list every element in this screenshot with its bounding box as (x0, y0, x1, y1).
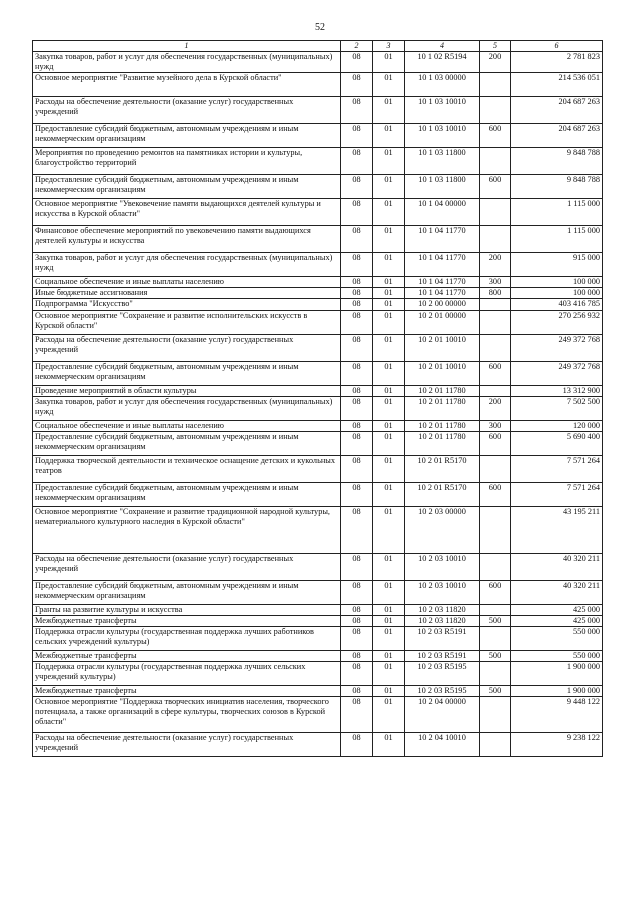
row-target-article: 10 1 03 10010 (405, 124, 480, 148)
row-amount: 204 687 263 (511, 124, 603, 148)
row-expense-type (480, 226, 511, 253)
row-expense-type (480, 626, 511, 650)
row-chapter: 08 (341, 482, 373, 506)
table-row (33, 277, 603, 288)
row-subsection: 01 (373, 733, 405, 757)
row-subsection: 01 (373, 52, 405, 73)
row-target-article: 10 2 03 11820 (405, 615, 480, 626)
row-subsection: 01 (373, 662, 405, 686)
table-row (33, 697, 603, 733)
row-expense-type (480, 506, 511, 553)
row-name: Основное мероприятие "Сохранение и развитие исполнительских искусств в Курской области" (33, 310, 341, 334)
budget-table (32, 40, 603, 757)
row-subsection: 01 (373, 97, 405, 124)
row-amount: 425 000 (511, 604, 603, 615)
row-chapter: 08 (341, 299, 373, 310)
row-subsection: 01 (373, 288, 405, 299)
row-chapter: 08 (341, 455, 373, 482)
row-subsection: 01 (373, 199, 405, 226)
header-target-article: 4 (405, 41, 480, 52)
row-chapter: 08 (341, 396, 373, 420)
row-subsection: 01 (373, 310, 405, 334)
row-name: Предоставление субсидий бюджетным, автономным учреждениям и иным некоммерческим организациям (33, 482, 341, 506)
row-amount: 425 000 (511, 615, 603, 626)
row-chapter: 08 (341, 334, 373, 361)
row-name: Расходы на обеспечение деятельности (оказание услуг) государственных учреждений (33, 334, 341, 361)
table-row (33, 455, 603, 482)
table-row (33, 686, 603, 697)
table-row (33, 626, 603, 650)
row-amount: 100 000 (511, 277, 603, 288)
row-chapter: 08 (341, 310, 373, 334)
row-subsection: 01 (373, 553, 405, 580)
row-amount: 40 320 211 (511, 553, 603, 580)
table-row (33, 506, 603, 553)
row-expense-type (480, 199, 511, 226)
row-target-article: 10 2 01 10010 (405, 361, 480, 385)
row-target-article: 10 2 03 11820 (405, 604, 480, 615)
row-expense-type (480, 310, 511, 334)
row-chapter: 08 (341, 431, 373, 455)
table-row (33, 396, 603, 420)
row-subsection: 01 (373, 334, 405, 361)
row-chapter: 08 (341, 686, 373, 697)
row-name: Расходы на обеспечение деятельности (оказание услуг) государственных учреждений (33, 553, 341, 580)
row-expense-type (480, 73, 511, 97)
row-target-article: 10 1 04 11770 (405, 226, 480, 253)
table-row (33, 733, 603, 757)
header-name: 1 (33, 41, 341, 52)
row-chapter: 08 (341, 175, 373, 199)
row-chapter: 08 (341, 97, 373, 124)
row-name: Мероприятия по проведению ремонтов на памятниках истории и культуры, благоустройство территорий (33, 148, 341, 175)
row-expense-type (480, 662, 511, 686)
row-expense-type: 300 (480, 277, 511, 288)
row-amount: 120 000 (511, 420, 603, 431)
row-target-article: 10 2 03 10010 (405, 580, 480, 604)
row-amount: 1 115 000 (511, 226, 603, 253)
row-chapter: 08 (341, 420, 373, 431)
row-target-article: 10 1 04 00000 (405, 199, 480, 226)
row-amount: 403 416 785 (511, 299, 603, 310)
row-target-article: 10 2 04 10010 (405, 733, 480, 757)
row-expense-type (480, 385, 511, 396)
row-amount: 40 320 211 (511, 580, 603, 604)
table-row (33, 420, 603, 431)
row-name: Подпрограмма "Искусство" (33, 299, 341, 310)
row-chapter: 08 (341, 626, 373, 650)
row-name: Финансовое обеспечение мероприятий по увековечению памяти выдающихся деятелей культуры и искусства (33, 226, 341, 253)
table-body (33, 52, 603, 757)
row-chapter: 08 (341, 253, 373, 277)
row-target-article: 10 2 03 10010 (405, 553, 480, 580)
row-chapter: 08 (341, 288, 373, 299)
table-row (33, 288, 603, 299)
row-name: Предоставление субсидий бюджетным, автономным учреждениям и иным некоммерческим организациям (33, 431, 341, 455)
row-amount: 9 238 122 (511, 733, 603, 757)
row-name: Поддержка творческой деятельности и техническое оснащение детских и кукольных театров (33, 455, 341, 482)
table-row (33, 175, 603, 199)
row-name: Закупка товаров, работ и услуг для обеспечения государственных (муниципальных) нужд (33, 52, 341, 73)
row-chapter: 08 (341, 650, 373, 661)
row-subsection: 01 (373, 482, 405, 506)
row-subsection: 01 (373, 253, 405, 277)
row-chapter: 08 (341, 604, 373, 615)
row-name: Межбюджетные трансферты (33, 686, 341, 697)
row-amount: 204 687 263 (511, 97, 603, 124)
row-amount: 7 571 264 (511, 455, 603, 482)
row-subsection: 01 (373, 431, 405, 455)
row-amount: 249 372 768 (511, 361, 603, 385)
table-row (33, 482, 603, 506)
row-subsection: 01 (373, 148, 405, 175)
row-expense-type (480, 604, 511, 615)
table-row (33, 580, 603, 604)
row-amount: 915 000 (511, 253, 603, 277)
row-target-article: 10 1 04 11770 (405, 288, 480, 299)
row-subsection: 01 (373, 175, 405, 199)
row-expense-type (480, 299, 511, 310)
row-chapter: 08 (341, 277, 373, 288)
row-target-article: 10 2 03 R5191 (405, 626, 480, 650)
table-row (33, 361, 603, 385)
row-subsection: 01 (373, 385, 405, 396)
row-chapter: 08 (341, 385, 373, 396)
row-expense-type (480, 97, 511, 124)
row-chapter: 08 (341, 697, 373, 733)
row-subsection: 01 (373, 420, 405, 431)
row-target-article: 10 1 03 11800 (405, 148, 480, 175)
table-row (33, 52, 603, 73)
row-target-article: 10 2 03 R5191 (405, 650, 480, 661)
table-row (33, 615, 603, 626)
row-subsection: 01 (373, 299, 405, 310)
row-subsection: 01 (373, 361, 405, 385)
row-chapter: 08 (341, 662, 373, 686)
row-target-article: 10 2 04 00000 (405, 697, 480, 733)
row-chapter: 08 (341, 361, 373, 385)
row-amount: 1 900 000 (511, 686, 603, 697)
page-number: 52 (315, 22, 325, 33)
row-target-article: 10 2 01 R5170 (405, 455, 480, 482)
table-row (33, 253, 603, 277)
row-subsection: 01 (373, 580, 405, 604)
table-row (33, 299, 603, 310)
row-chapter: 08 (341, 615, 373, 626)
row-name: Межбюджетные трансферты (33, 615, 341, 626)
row-name: Предоставление субсидий бюджетным, автономным учреждениям и иным некоммерческим организациям (33, 175, 341, 199)
row-chapter: 08 (341, 52, 373, 73)
row-target-article: 10 1 03 10010 (405, 97, 480, 124)
row-target-article: 10 1 04 11770 (405, 277, 480, 288)
row-target-article: 10 2 01 10010 (405, 334, 480, 361)
row-subsection: 01 (373, 686, 405, 697)
row-subsection: 01 (373, 277, 405, 288)
row-amount: 7 571 264 (511, 482, 603, 506)
table-row (33, 73, 603, 97)
row-amount: 13 312 900 (511, 385, 603, 396)
row-subsection: 01 (373, 697, 405, 733)
row-chapter: 08 (341, 73, 373, 97)
row-amount: 214 536 051 (511, 73, 603, 97)
row-name: Основное мероприятие "Сохранение и развитие традиционной народной культуры, нематериального культурного наследия в Курской области" (33, 506, 341, 553)
row-expense-type: 200 (480, 396, 511, 420)
row-chapter: 08 (341, 226, 373, 253)
row-subsection: 01 (373, 124, 405, 148)
row-expense-type (480, 334, 511, 361)
row-target-article: 10 2 03 R5195 (405, 662, 480, 686)
row-name: Основное мероприятие "Увековечение памяти выдающихся деятелей культуры и искусства в Курской области" (33, 199, 341, 226)
row-amount: 2 781 823 (511, 52, 603, 73)
row-subsection: 01 (373, 506, 405, 553)
row-name: Предоставление субсидий бюджетным, автономным учреждениям и иным некоммерческим организациям (33, 361, 341, 385)
table-row (33, 199, 603, 226)
table-row (33, 604, 603, 615)
row-subsection: 01 (373, 73, 405, 97)
row-amount: 550 000 (511, 626, 603, 650)
row-target-article: 10 2 01 11780 (405, 431, 480, 455)
row-expense-type: 600 (480, 124, 511, 148)
row-name: Проведение мероприятий в области культуры (33, 385, 341, 396)
row-target-article: 10 2 00 00000 (405, 299, 480, 310)
header-amount: 6 (511, 41, 603, 52)
row-expense-type: 200 (480, 253, 511, 277)
row-name: Предоставление субсидий бюджетным, автономным учреждениям и иным некоммерческим организациям (33, 124, 341, 148)
row-chapter: 08 (341, 199, 373, 226)
row-expense-type: 600 (480, 361, 511, 385)
row-name: Закупка товаров, работ и услуг для обеспечения государственных (муниципальных) нужд (33, 253, 341, 277)
row-target-article: 10 1 02 R5194 (405, 52, 480, 73)
row-amount: 249 372 768 (511, 334, 603, 361)
row-target-article: 10 2 01 11780 (405, 420, 480, 431)
row-subsection: 01 (373, 226, 405, 253)
row-name: Предоставление субсидий бюджетным, автономным учреждениям и иным некоммерческим организациям (33, 580, 341, 604)
header-expense-type: 5 (480, 41, 511, 52)
row-amount: 7 502 500 (511, 396, 603, 420)
row-amount: 100 000 (511, 288, 603, 299)
row-subsection: 01 (373, 626, 405, 650)
row-expense-type: 600 (480, 482, 511, 506)
row-expense-type: 600 (480, 580, 511, 604)
table-row (33, 310, 603, 334)
row-chapter: 08 (341, 733, 373, 757)
row-name: Поддержка отрасли культуры (государственная поддержка лучших сельских учреждений культуры) (33, 662, 341, 686)
table-row (33, 650, 603, 661)
table-row (33, 148, 603, 175)
row-chapter: 08 (341, 124, 373, 148)
row-subsection: 01 (373, 650, 405, 661)
row-amount: 9 848 788 (511, 175, 603, 199)
row-target-article: 10 2 01 11780 (405, 396, 480, 420)
row-target-article: 10 1 03 11800 (405, 175, 480, 199)
row-amount: 43 195 211 (511, 506, 603, 553)
row-expense-type: 300 (480, 420, 511, 431)
row-target-article: 10 1 04 11770 (405, 253, 480, 277)
row-target-article: 10 2 01 00000 (405, 310, 480, 334)
row-amount: 5 690 400 (511, 431, 603, 455)
row-chapter: 08 (341, 148, 373, 175)
row-expense-type: 200 (480, 52, 511, 73)
row-name: Социальное обеспечение и иные выплаты населению (33, 277, 341, 288)
row-subsection: 01 (373, 615, 405, 626)
row-subsection: 01 (373, 604, 405, 615)
table-row (33, 334, 603, 361)
row-expense-type: 600 (480, 431, 511, 455)
row-amount: 1 115 000 (511, 199, 603, 226)
row-name: Расходы на обеспечение деятельности (оказание услуг) государственных учреждений (33, 733, 341, 757)
row-name: Социальное обеспечение и иные выплаты населению (33, 420, 341, 431)
table-row (33, 431, 603, 455)
table-row (33, 553, 603, 580)
row-name: Гранты на развитие культуры и искусства (33, 604, 341, 615)
header-chapter: 2 (341, 41, 373, 52)
table-row (33, 97, 603, 124)
row-target-article: 10 1 03 00000 (405, 73, 480, 97)
row-amount: 270 256 932 (511, 310, 603, 334)
row-expense-type: 800 (480, 288, 511, 299)
row-chapter: 08 (341, 553, 373, 580)
row-amount: 1 900 000 (511, 662, 603, 686)
table-header-row (33, 41, 603, 52)
row-expense-type (480, 697, 511, 733)
row-expense-type: 500 (480, 615, 511, 626)
row-amount: 9 448 122 (511, 697, 603, 733)
row-expense-type: 500 (480, 686, 511, 697)
row-amount: 9 848 788 (511, 148, 603, 175)
table-row (33, 385, 603, 396)
row-expense-type (480, 455, 511, 482)
row-name: Закупка товаров, работ и услуг для обеспечения государственных (муниципальных) нужд (33, 396, 341, 420)
row-expense-type (480, 733, 511, 757)
row-name: Межбюджетные трансферты (33, 650, 341, 661)
row-expense-type: 500 (480, 650, 511, 661)
row-subsection: 01 (373, 455, 405, 482)
table-row (33, 662, 603, 686)
row-expense-type (480, 148, 511, 175)
row-subsection: 01 (373, 396, 405, 420)
row-target-article: 10 2 03 R5195 (405, 686, 480, 697)
row-name: Поддержка отрасли культуры (государственная поддержка лучших работников сельских учреждений культуры) (33, 626, 341, 650)
table-row (33, 226, 603, 253)
row-name: Иные бюджетные ассигнования (33, 288, 341, 299)
row-target-article: 10 2 01 R5170 (405, 482, 480, 506)
row-expense-type (480, 553, 511, 580)
row-target-article: 10 2 01 11780 (405, 385, 480, 396)
row-chapter: 08 (341, 580, 373, 604)
row-name: Расходы на обеспечение деятельности (оказание услуг) государственных учреждений (33, 97, 341, 124)
row-target-article: 10 2 03 00000 (405, 506, 480, 553)
row-name: Основное мероприятие "Поддержка творческих инициатив населения, творческого потенциала, а также организаций в сфере культуры, творческих союзов в Курской области" (33, 697, 341, 733)
header-subsection: 3 (373, 41, 405, 52)
row-expense-type: 600 (480, 175, 511, 199)
row-chapter: 08 (341, 506, 373, 553)
row-amount: 550 000 (511, 650, 603, 661)
table-row (33, 124, 603, 148)
row-name: Основное мероприятие "Развитие музейного дела в Курской области" (33, 73, 341, 97)
